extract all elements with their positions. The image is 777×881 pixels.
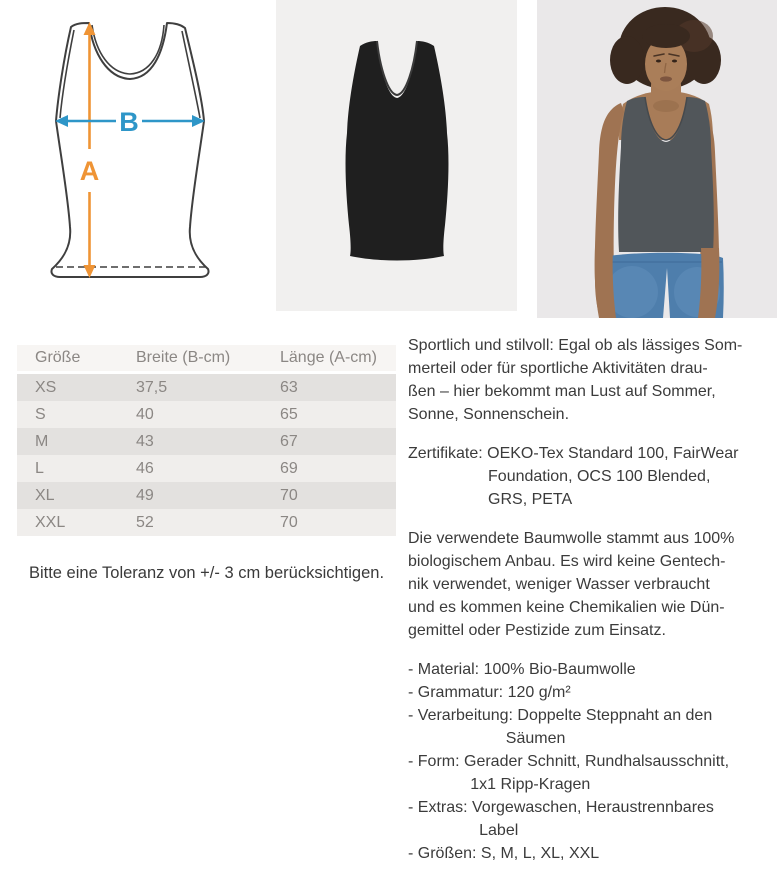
size-table (17, 345, 396, 536)
spec-line-extras-cont: Label (408, 822, 519, 839)
description-line: Sportlich und stilvoll: Egal ob als lässiges Som- (408, 337, 743, 354)
cell-laenge: 63 (262, 374, 396, 401)
cell-breite: 43 (118, 428, 262, 455)
description-line: und es kommen keine Chemikalien wie Dün- (408, 599, 725, 616)
spec-line-grammatur: - Grammatur: 120 g/m² (408, 684, 571, 701)
cell-laenge: 70 (262, 482, 396, 509)
cell-size: XL (17, 482, 118, 509)
description-paragraph-cotton (408, 527, 776, 642)
cell-breite: 46 (118, 455, 262, 482)
description-line: merteil oder für sportliche Aktivitäten drau- (408, 360, 708, 377)
table-row-s (17, 401, 396, 428)
cell-laenge: 67 (262, 428, 396, 455)
tank-top-measurement-drawing (30, 12, 240, 297)
tolerance-note: Bitte eine Toleranz von +/- 3 cm berücksichtigen. (28, 564, 385, 582)
product-photo-model[interactable] (537, 0, 777, 318)
spec-line-material: - Material: 100% Bio-Baumwolle (408, 661, 636, 678)
size-table-header-row (17, 345, 396, 374)
description-line: Foundation, OCS 100 Blended, (408, 468, 711, 485)
spec-line-extras: - Extras: Vorgewaschen, Heraustrennbares (408, 799, 714, 816)
cell-breite: 40 (118, 401, 262, 428)
cell-size: XXL (17, 509, 118, 536)
description-paragraph-specs (408, 658, 776, 865)
cell-breite: 37,5 (118, 374, 262, 401)
spec-line-verarbeitung: - Verarbeitung: Doppelte Steppnaht an den (408, 707, 713, 724)
spec-line-form-cont: 1x1 Ripp-Kragen (408, 776, 591, 793)
table-row-xl (17, 482, 396, 509)
table-row-xxl (17, 509, 396, 536)
cell-laenge: 65 (262, 401, 396, 428)
label-a: A (79, 156, 100, 186)
table-row-m (17, 428, 396, 455)
cell-breite: 49 (118, 482, 262, 509)
description-line: GRS, PETA (408, 491, 573, 508)
spec-line-groessen: - Größen: S, M, L, XL, XXL (408, 845, 600, 862)
product-description (408, 334, 776, 881)
col-header-breite: Breite (B-cm) (118, 345, 262, 374)
cell-size: M (17, 428, 118, 455)
table-row-l (17, 455, 396, 482)
col-header-laenge: Länge (A-cm) (262, 345, 396, 374)
black-tank-top-image (276, 0, 517, 311)
table-row-xs (17, 374, 396, 401)
description-line: biologischem Anbau. Es wird keine Gentech- (408, 553, 726, 570)
description-line: Sonne, Sonnenschein. (408, 406, 570, 423)
spec-line-verarbeitung-cont: Säumen (408, 730, 566, 747)
description-paragraph-intro (408, 334, 776, 426)
description-line: Die verwendete Baumwolle stammt aus 100% (408, 530, 735, 547)
spec-line-form: - Form: Gerader Schnitt, Rundhalsausschnitt, (408, 753, 730, 770)
description-line: nik verwendet, weniger Wasser verbraucht (408, 576, 710, 593)
description-line: gemittel oder Pestizide zum Einsatz. (408, 622, 666, 639)
size-measurement-diagram (30, 12, 240, 297)
description-paragraph-certificates (408, 442, 776, 511)
cell-laenge: 69 (262, 455, 396, 482)
cell-size: XS (17, 374, 118, 401)
cell-size: S (17, 401, 118, 428)
model-wearing-tank-top-image (537, 0, 777, 318)
description-line: Zertifikate: OEKO-Tex Standard 100, FairWear (408, 445, 739, 462)
cell-size: L (17, 455, 118, 482)
description-line: ßen – hier bekommt man Lust auf Sommer, (408, 383, 716, 400)
cell-laenge: 70 (262, 509, 396, 536)
cell-breite: 52 (118, 509, 262, 536)
product-photo-flat[interactable] (276, 0, 517, 311)
label-b: B (119, 107, 139, 137)
tank-outline (51, 23, 208, 277)
col-header-groesse: Größe (17, 345, 118, 374)
